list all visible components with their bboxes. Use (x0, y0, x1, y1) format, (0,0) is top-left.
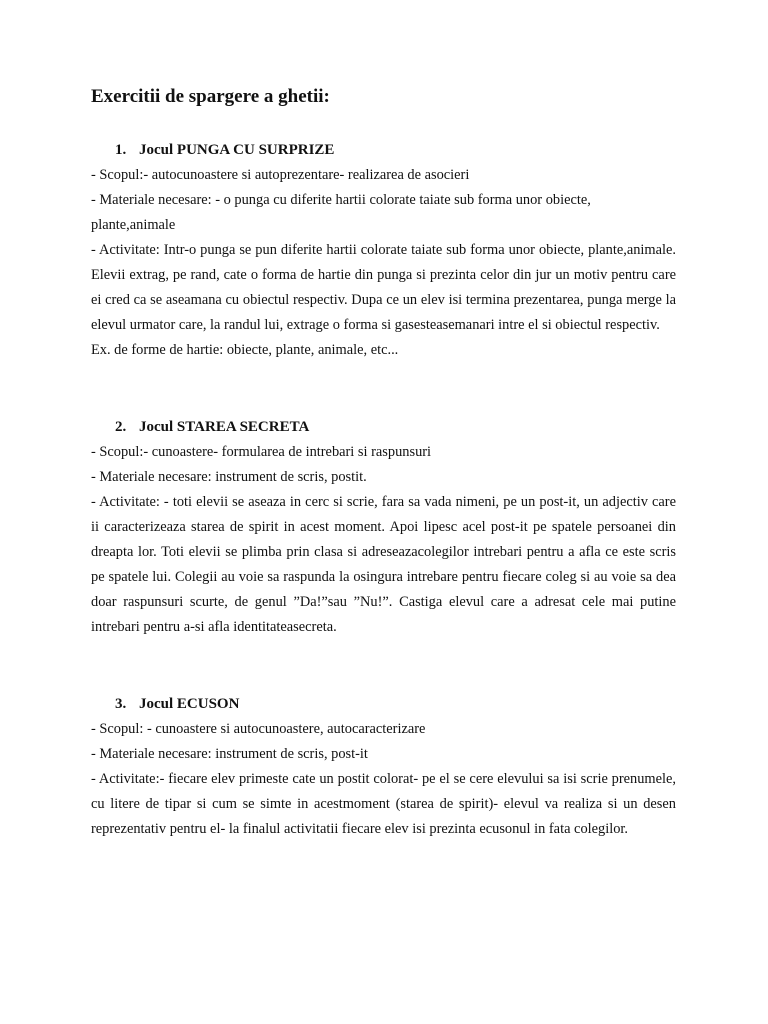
section-number: 1. (115, 142, 127, 158)
materials-line: - Materiale necesare: instrument de scris, post-it (91, 746, 368, 762)
scope-line: - Scopul: - cunoastere si autocunoastere, autocaracterizare (91, 721, 426, 737)
section-starea-secreta (91, 417, 676, 640)
materials-line: - Materiale necesare: - o punga cu diferite hartii colorate taiate sub forma unor obiecte, plante,animale (91, 192, 591, 233)
activity-paragraph: - Activitate: - toti elevii se aseaza in cerc si scrie, fara sa vada nimeni, pe un post-it, un adjectiv care ii caracterizeaza starea de spirit in acest moment. Apoi lipesc acel post-it pe spatele persoanei din dreapta lor. Toti elevii se plimba prin clasa si adreseazacolegilor intrebari pentru a afla ce este scris pe spatele lui. Colegii au voie sa raspunda la osingura intrebare pentru fiecare coleg si au voie sa dea doar raspunsuri scurte, de genul ”Da!”sau ”Nu!”. Castiga elevul care a adresat cele mai putine intrebari pentru a-si afla identitateasecreta. (91, 494, 676, 635)
activity-paragraph: - Activitate: Intr-o punga se pun diferite hartii colorate taiate sub forma unor obiecte, plante,animale. Elevii extrag, pe rand, cate o forma de hartie din punga si prezinta celor din jur un motiv pentru care ei cred ca se aseamana cu obiectul respectiv. Dupa ce un elev isi termina prezentarea, punga merge la elevul urmator care, la randul lui, extrage o forma si gasesteasemanari intre el si obiectul respectiv. (91, 242, 676, 333)
document-title: Exercitii de spargere a ghetii: (91, 86, 330, 107)
section-heading (91, 417, 676, 437)
activity-paragraph: - Activitate:- fiecare elev primeste cate un postit colorat- pe el se cere elevului sa isi scrie prenumele, cu litere de tipar si cum se simte in acestmoment (starea de spirit)- elevul va realiza si un desen reprezentativ pentru el- la finalul activitatii fiecare elev isi prezinta ecusonul in fata colegilor. (91, 771, 676, 837)
section-heading (91, 694, 676, 714)
section-title: Jocul PUNGA CU SURPRIZE (139, 142, 335, 158)
section-number: 3. (115, 696, 127, 712)
section-punga-cu-surprize (91, 140, 676, 363)
materials-line: - Materiale necesare: instrument de scris, postit. (91, 469, 367, 485)
section-number: 2. (115, 419, 127, 435)
section-ecuson (91, 694, 676, 842)
section-title: Jocul ECUSON (139, 696, 240, 712)
scope-line: - Scopul:- autocunoastere si autoprezentare- realizarea de asocieri (91, 167, 470, 183)
examples-line: Ex. de forme de hartie: obiecte, plante, animale, etc... (91, 342, 399, 358)
scope-line: - Scopul:- cunoastere- formularea de intrebari si raspunsuri (91, 444, 432, 460)
section-title: Jocul STAREA SECRETA (139, 419, 310, 435)
section-heading (91, 140, 676, 160)
